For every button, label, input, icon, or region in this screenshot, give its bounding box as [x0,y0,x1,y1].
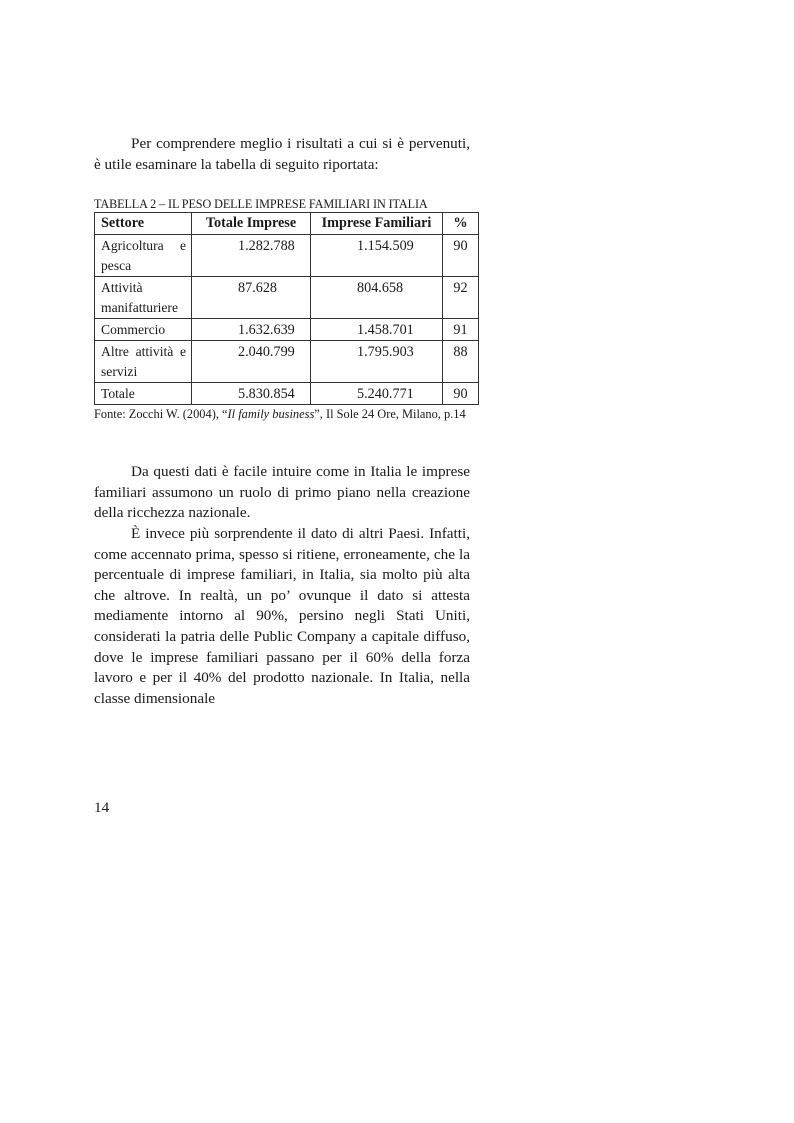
cell-pct: 91 [443,319,479,341]
cell-familiari: 804.658 [311,277,443,319]
table-row [95,277,479,319]
cell-totale: 1.632.639 [192,319,311,341]
cell-settore: Totale [95,383,192,405]
cell-pct: 88 [443,341,479,383]
source-title: Il family business [227,407,315,421]
header-imprese-familiari: Imprese Familiari [311,213,443,235]
body-paragraph-3: È invece più sorprendente il dato di altri Paesi. Infatti, come accennato prima, spesso si ritiene, erroneamente, che la percentuale di imprese familiari, in Italia, sia molto più alta che altrove. In realtà, un po’ ovunque il dato si attesta mediamente intorno al 90%, persino negli Stati Uniti, considerati la patria delle Public Company a capitale diffuso, dove le imprese familiari passano per il 60% della forza lavoro e per il 40% del prodotto nazionale. In Italia, nella classe dimensionale [94,525,470,707]
header-totale-imprese: Totale Imprese [192,213,311,235]
source-prefix: Fonte: Zocchi W. (2004), “ [94,407,228,421]
cell-familiari: 1.458.701 [311,319,443,341]
cell-settore: Agricoltura e pesca [95,235,192,277]
cell-familiari: 1.795.903 [311,341,443,383]
cell-pct: 90 [443,383,479,405]
table-row [95,341,479,383]
cell-settore: Attività manifatturiere [95,277,192,319]
table-source [94,404,472,425]
cell-totale: 87.628 [192,277,311,319]
cell-totale: 5.830.854 [192,383,311,405]
cell-pct: 90 [443,235,479,277]
cell-pct: 92 [443,277,479,319]
table-row [95,235,479,277]
cell-totale: 2.040.799 [192,341,311,383]
cell-settore: Altre attività e servizi [95,341,192,383]
table-caption: TABELLA 2 – IL PESO DELLE IMPRESE FAMILIARI IN ITALIA [94,197,428,211]
imprese-table [94,212,479,405]
table-row-total [95,383,479,405]
cell-familiari: 5.240.771 [311,383,443,405]
header-percent: % [443,213,479,235]
header-settore: Settore [95,213,192,235]
intro-paragraph: Per comprendere meglio i risultati a cui si è pervenuti, è utile esaminare la tabella di seguito riportata: [94,135,470,173]
cell-settore: Commercio [95,319,192,341]
source-suffix: ”, Il Sole 24 Ore, Milano, p.14 [314,407,466,421]
cell-totale: 1.282.788 [192,235,311,277]
table-header-row [95,213,479,235]
table-row [95,319,479,341]
cell-familiari: 1.154.509 [311,235,443,277]
page-number: 14 [94,799,110,816]
body-paragraph-2: Da questi dati è facile intuire come in Italia le imprese familiari assumono un ruolo di primo piano nella creazione della ricchezza nazionale. [94,463,470,522]
